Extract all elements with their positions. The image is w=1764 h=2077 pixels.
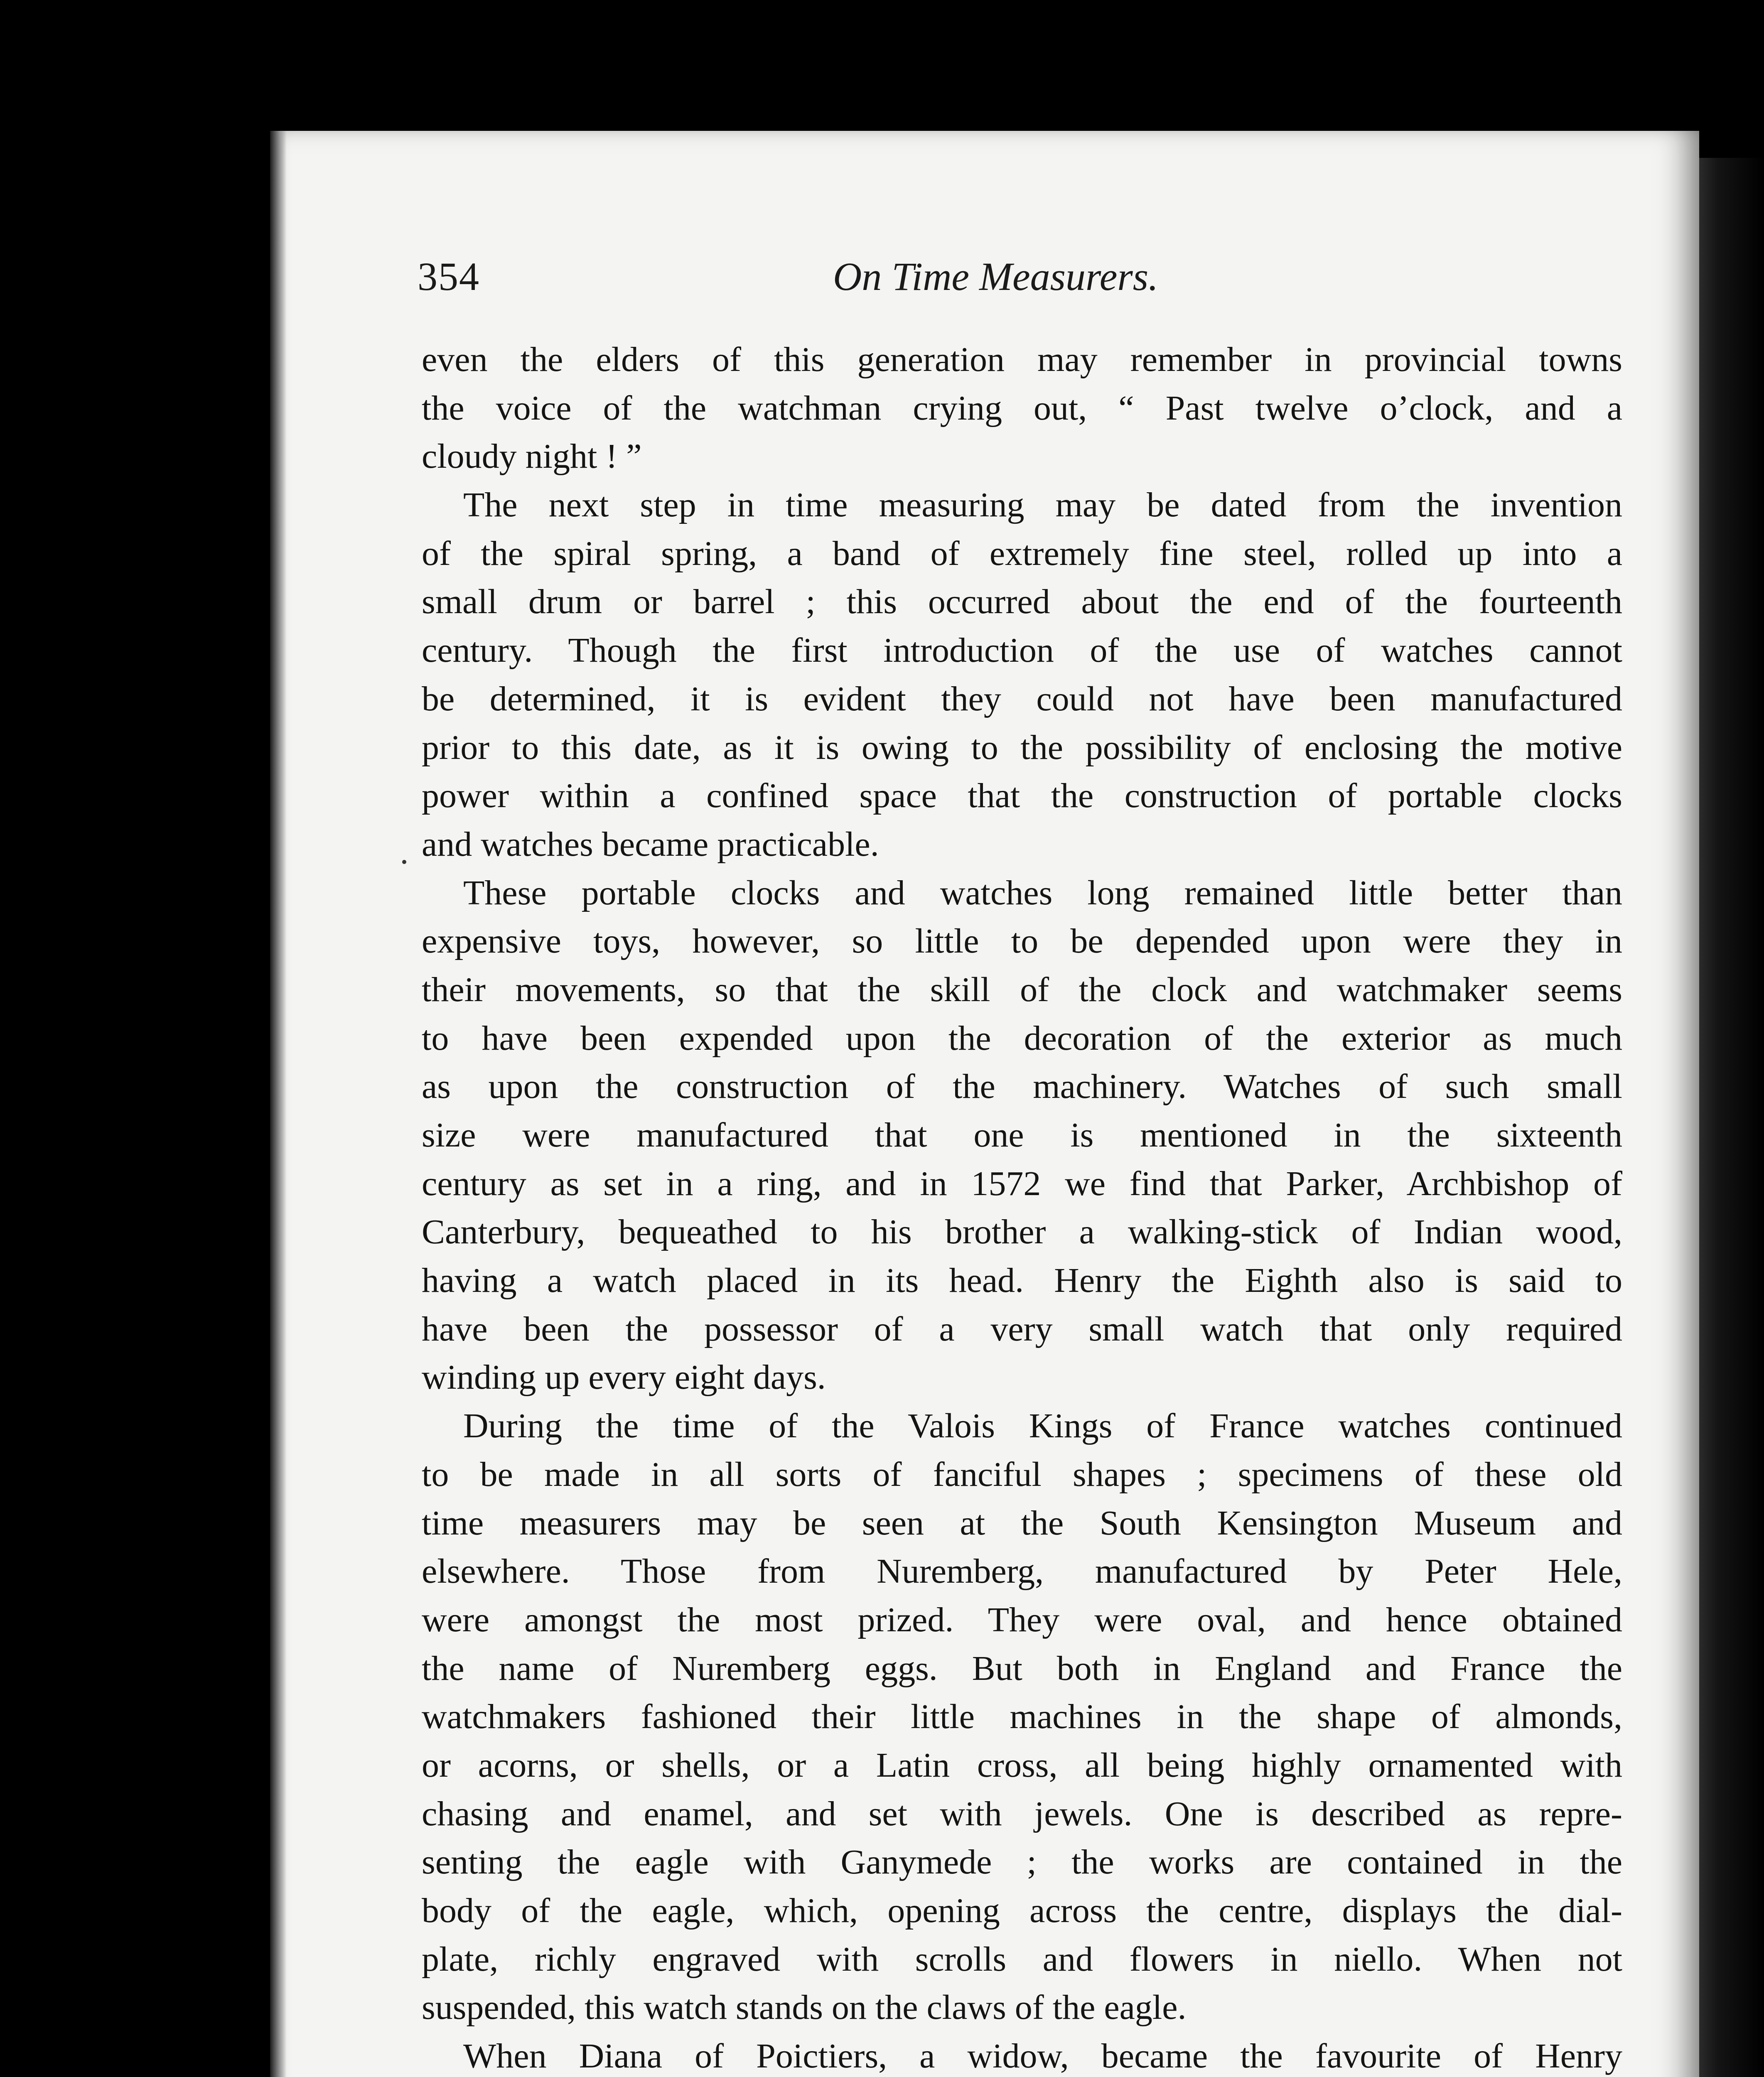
running-title: On Time Measurers. (833, 254, 1159, 299)
text-line: of the spiral spring, a band of extremely fine steel, rolled up into a (422, 534, 1622, 573)
text-line: prior to this date, as it is owing to the possibility of enclosing the motive (422, 728, 1622, 767)
text-line: power within a confined space that the construction of portable clocks (422, 776, 1622, 815)
text-line: as upon the construction of the machinery. Watches of such small (422, 1067, 1622, 1106)
text-line: small drum or barrel ; this occurred about the end of the fourteenth (422, 582, 1622, 621)
stray-ink-mark (402, 860, 406, 864)
text-line: senting the eagle with Ganymede ; the works are contained in the (422, 1843, 1622, 1882)
text-line: watchmakers fashioned their little machines in the shape of almonds, (422, 1697, 1622, 1736)
text-line: body of the eagle, which, opening across the centre, displays the dial- (422, 1891, 1622, 1930)
text-line: have been the possessor of a very small watch that only required (422, 1309, 1622, 1348)
text-line: be determined, it is evident they could not have been manufactured (422, 679, 1622, 718)
body-text (422, 336, 1622, 2077)
text-line: The next step in time measuring may be dated from the invention (463, 486, 1622, 525)
text-line: time measurers may be seen at the South Kensington Museum and (422, 1503, 1622, 1542)
text-line: having a watch placed in its head. Henry the Eighth also is said to (422, 1261, 1622, 1300)
text-line: to be made in all sorts of fanciful shapes ; specimens of these old (422, 1455, 1622, 1494)
text-line: plate, richly engraved with scrolls and flowers in niello. When not (422, 1940, 1622, 1979)
text-line: cloudy night ! ” (422, 437, 642, 476)
text-line: size were manufactured that one is mentioned in the sixteenth (422, 1116, 1622, 1154)
text-line: to have been expended upon the decoration of the exterior as much (422, 1019, 1622, 1058)
text-line: and watches became practicable. (422, 825, 879, 864)
running-head (418, 253, 1622, 316)
page-gutter-shadow (270, 131, 287, 2077)
text-line: When Diana of Poictiers, a widow, became the favourite of Henry (463, 2037, 1622, 2076)
text-line: century as set in a ring, and in 1572 we find that Parker, Archbishop of (422, 1164, 1622, 1203)
text-line: were amongst the most prized. They were oval, and hence obtained (422, 1600, 1622, 1639)
text-line: the voice of the watchman crying out, “ Past twelve o’clock, and a (422, 388, 1622, 427)
text-line: Canterbury, bequeathed to his brother a walking-stick of Indian wood, (422, 1213, 1622, 1252)
text-line: or acorns, or shells, or a Latin cross, all being highly ornamented with (422, 1746, 1622, 1785)
text-line: suspended, this watch stands on the claws of the eagle. (422, 1988, 1187, 2027)
text-line: their movements, so that the skill of the clock and watchmaker seems (422, 970, 1622, 1009)
text-line: chasing and enamel, and set with jewels. One is described as repre- (422, 1794, 1622, 1833)
text-line: the name of Nuremberg eggs. But both in England and France the (422, 1649, 1622, 1688)
text-line: expensive toys, however, so little to be depended upon were they in (422, 922, 1622, 961)
text-line: elsewhere. Those from Nuremberg, manufactured by Peter Hele, (422, 1552, 1622, 1591)
text-line: even the elders of this generation may remember in provincial towns (422, 340, 1622, 379)
text-line: During the time of the Valois Kings of France watches continued (463, 1407, 1622, 1446)
text-line: winding up every eight days. (422, 1358, 826, 1397)
text-line: These portable clocks and watches long remained little better than (463, 873, 1622, 912)
text-line: century. Though the first introduction of the use of watches cannot (422, 631, 1622, 670)
page-number: 354 (418, 254, 480, 299)
